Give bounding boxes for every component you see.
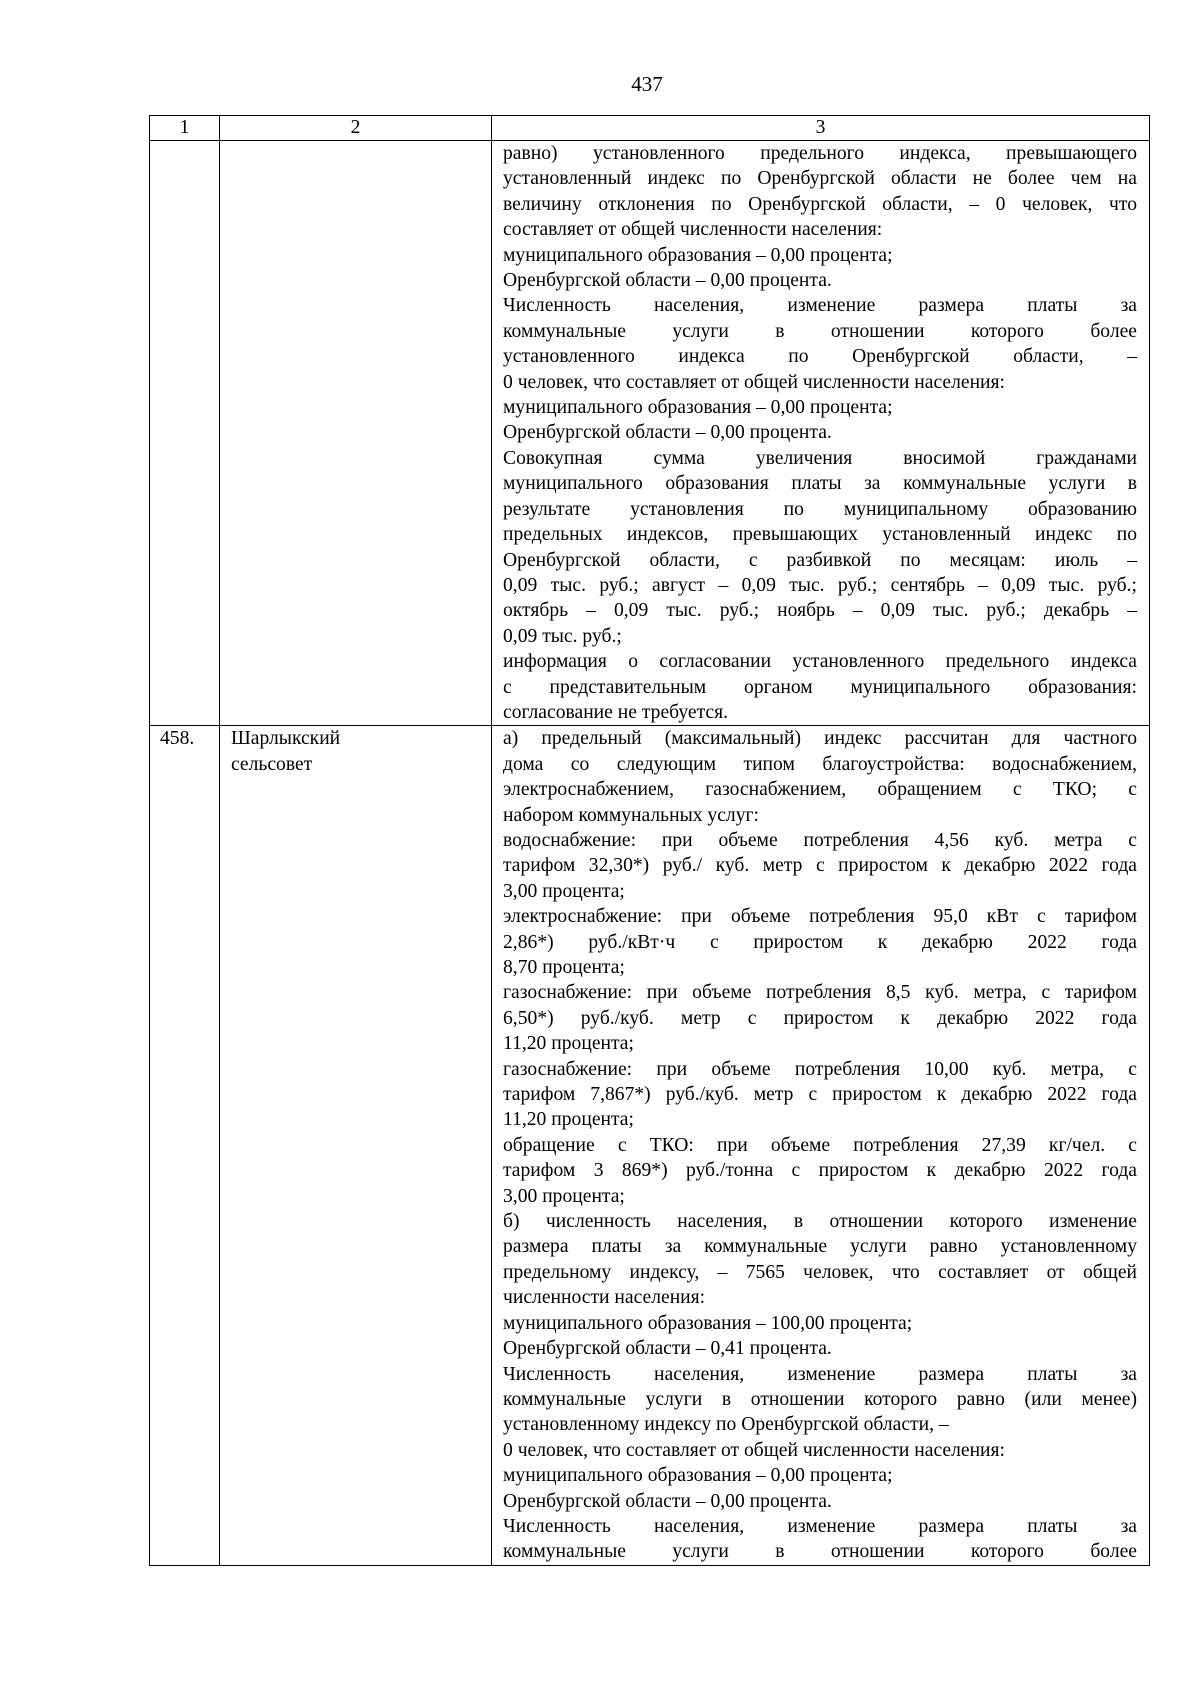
text-line: 0,09 тыс. руб.; — [503, 625, 622, 647]
text-line: Численность населения, изменение размера платы за — [503, 1515, 1137, 1537]
municipality-name-cell — [220, 726, 492, 1565]
text-line: информация о согласовании установленного предельного индекса — [503, 651, 1137, 673]
text-line: равно) установленного предельного индекса, превышающего — [503, 143, 1137, 164]
municipality-name-line: Шарлыкский — [231, 728, 341, 750]
text-line: установленного индекса по Оренбургской области, – — [503, 346, 1137, 368]
text-line: коммунальные услуги в отношении которого более — [503, 1541, 1137, 1563]
text-line: муниципального образования – 0,00 процента; — [503, 1465, 893, 1487]
text-line: величину отклонения по Оренбургской области, – 0 человек, что — [503, 193, 1137, 215]
text-line: обращение с ТКО: при объеме потребления 27,39 кг/чел. с — [503, 1134, 1137, 1156]
text-line: муниципального образования – 100,00 процента; — [503, 1312, 913, 1334]
text-line: тарифом 7,867*) руб./куб. метр с приростом к декабрю 2022 года — [503, 1084, 1137, 1106]
text-line: предельному индексу, – 7565 человек, что составляет от общей — [503, 1261, 1137, 1283]
text-line: с представительным органом муниципального образования: — [503, 676, 1137, 698]
text-line: Оренбургской области – 0,00 процента. — [503, 1490, 832, 1512]
text-line: 6,50*) руб./куб. метр с приростом к декабрю 2022 года — [503, 1007, 1137, 1029]
description-cell — [492, 726, 1150, 1565]
table-row — [150, 141, 1150, 726]
text-line: дома со следующим типом благоустройства: водоснабжением, — [503, 753, 1137, 775]
text-line: 2,86*) руб./кВт·ч с приростом к декабрю 2022 года — [503, 931, 1137, 953]
document-table — [149, 115, 1150, 1566]
text-line: электроснабжением, газоснабжением, обращением с ТКО; с — [503, 779, 1137, 801]
text-line: тарифом 3 869*) руб./тонна с приростом к декабрю 2022 года — [503, 1160, 1137, 1182]
text-line: Численность населения, изменение размера платы за — [503, 1363, 1137, 1385]
text-line: октябрь – 0,09 тыс. руб.; ноябрь – 0,09 тыс. руб.; декабрь – — [503, 600, 1137, 622]
text-line: 0,09 тыс. руб.; август – 0,09 тыс. руб.; сентябрь – 0,09 тыс. руб.; — [503, 574, 1137, 596]
text-line: муниципального образования – 0,00 процента; — [503, 397, 893, 419]
text-line: 11,20 процента; — [503, 1033, 634, 1055]
text-line: установленному индексу по Оренбургской области, – — [503, 1414, 949, 1436]
municipality-name-line: сельсовет — [231, 753, 313, 775]
text-line: установленный индекс по Оренбургской области не более чем на — [503, 168, 1137, 190]
text-line: предельных индексов, превышающих установленный индекс по — [503, 524, 1137, 546]
table-header-row — [150, 116, 1150, 141]
text-line: водоснабжение: при объеме потребления 4,56 куб. метра с — [503, 829, 1137, 851]
row-number-cell: 458. — [150, 726, 220, 1565]
text-line: Оренбургской области – 0,00 процента. — [503, 422, 832, 444]
text-line: б) численность населения, в отношении которого изменение — [503, 1211, 1137, 1233]
text-line: Оренбургской области, с разбивкой по месяцам: июль – — [503, 549, 1137, 571]
text-line: газоснабжение: при объеме потребления 8,5 куб. метра, с тарифом — [503, 982, 1137, 1004]
text-line: коммунальные услуги в отношении которого равно (или менее) — [503, 1388, 1137, 1410]
page-number: 437 — [631, 72, 663, 96]
text-line: тарифом 32,30*) руб./ куб. метр с приростом к декабрю 2022 года — [503, 855, 1137, 877]
text-line: 11,20 процента; — [503, 1109, 634, 1131]
text-line: 8,70 процента; — [503, 957, 625, 978]
header-cell-3: 3 — [492, 116, 1150, 141]
row-number-cell — [150, 141, 220, 726]
text-line: результате установления по муниципальному образованию — [503, 498, 1137, 520]
text-line: газоснабжение: при объеме потребления 10,00 куб. метра, с — [503, 1058, 1137, 1080]
text-line: составляет от общей численности населения: — [503, 219, 883, 241]
description-cell — [492, 141, 1150, 726]
table-row — [150, 726, 1150, 1565]
text-line: 3,00 процента; — [503, 1185, 625, 1207]
text-line: электроснабжение: при объеме потребления 95,0 кВт с тарифом — [503, 906, 1137, 928]
text-line: Оренбургской области – 0,41 процента. — [503, 1338, 832, 1360]
text-line: размера платы за коммунальные услуги равно установленному — [503, 1236, 1137, 1258]
text-line: согласование не требуется. — [503, 701, 729, 723]
header-cell-1: 1 — [150, 116, 220, 141]
text-line: набором коммунальных услуг: — [503, 804, 759, 826]
text-line: Совокупная сумма увеличения вносимой гражданами — [503, 447, 1137, 469]
text-line: 3,00 процента; — [503, 880, 625, 902]
text-line: муниципального образования – 0,00 процента; — [503, 244, 893, 266]
text-line: Численность населения, изменение размера платы за — [503, 295, 1137, 317]
text-line: численности населения: — [503, 1287, 706, 1309]
text-line: 0 человек, что составляет от общей численности населения: — [503, 371, 1006, 393]
text-line: 0 человек, что составляет от общей численности населения: — [503, 1439, 1006, 1461]
text-line: муниципального образования платы за коммунальные услуги в — [503, 473, 1137, 495]
header-cell-2: 2 — [220, 116, 492, 141]
text-line: а) предельный (максимальный) индекс рассчитан для частного — [503, 728, 1137, 750]
municipality-name-cell — [220, 141, 492, 726]
text-line: коммунальные услуги в отношении которого более — [503, 320, 1137, 342]
text-line: Оренбургской области – 0,00 процента. — [503, 270, 832, 292]
